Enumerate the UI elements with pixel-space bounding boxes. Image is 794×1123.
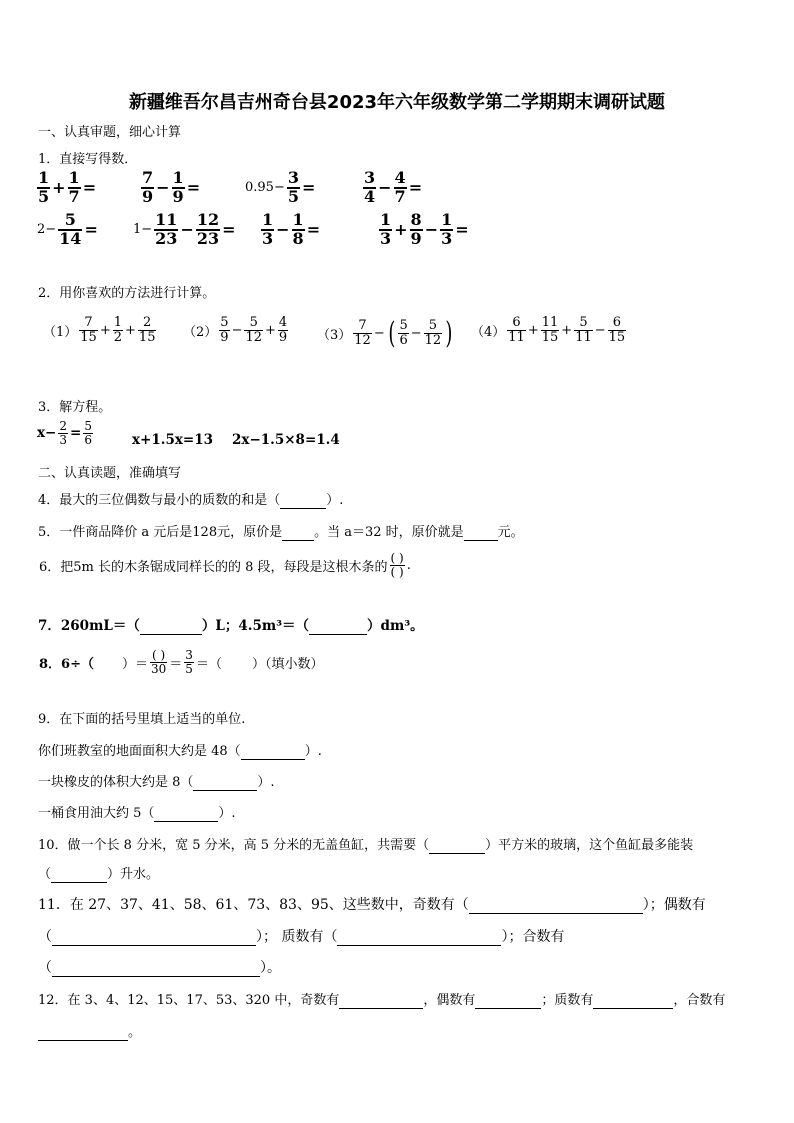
question-9-line-3: 一桶食用油大约 5（ ）. bbox=[38, 806, 236, 821]
question-9-label: 9．在下面的括号里填上适当的单位. bbox=[38, 712, 246, 727]
q2-expression-4: （4） $\frac{6}{11}$ + $\frac{11}{15}$ + $\frac{5}{11}$ − $\frac{6}{15}$ bbox=[471, 315, 626, 345]
answer-blank[interactable] bbox=[593, 993, 673, 1009]
answer-blank[interactable] bbox=[475, 993, 541, 1009]
answer-blank[interactable] bbox=[38, 1025, 128, 1041]
question-11-line-2: （ ）； 质数有（ ）；合数有 bbox=[38, 929, 565, 945]
question-11-line-3: （ ）。 bbox=[38, 960, 281, 976]
answer-blank[interactable] bbox=[52, 960, 260, 977]
question-9-line-1: 你们班教室的地面面积大约是 48（ ）. bbox=[38, 744, 322, 759]
answer-blank[interactable] bbox=[464, 525, 498, 541]
answer-blank[interactable] bbox=[429, 838, 485, 854]
question-12-line-1: 12．在 3、4、12、15、17、53、320 中，奇数有 ，偶数有 ；质数有 ，合数有 bbox=[38, 993, 726, 1008]
q2-expression-1: （1） $\frac{7}{15}$ + $\frac{1}{2}$ + $\frac{2}{15}$ bbox=[43, 315, 156, 345]
q1-item-6: 1− $\frac{11}{23}$ − $\frac{12}{23}$ = bbox=[133, 210, 236, 248]
question-2-label: 2．用你喜欢的方法进行计算。 bbox=[38, 286, 216, 301]
answer-blank[interactable] bbox=[282, 525, 314, 541]
question-8: 8．6÷（ ）＝ $\frac{( )}{30}$ ＝ $\frac{3}{5}$ ＝（ ）（填小数） bbox=[39, 648, 324, 676]
q3-equation-3: 2x−1.5×8=1.4 bbox=[232, 432, 340, 448]
q3-equation-1: x− $\frac{2}{3}$ = $\frac{5}{6}$ bbox=[37, 419, 92, 447]
question-4: 4．最大的三位偶数与最小的质数的和是（ ）. bbox=[38, 493, 344, 508]
q1-item-1: $\frac{1}{5}$ + $\frac{1}{7}$ = bbox=[38, 168, 97, 206]
question-7: 7．260mL＝（ ）L；4.5m³＝（ ）dm³。 bbox=[38, 618, 424, 634]
answer-blank[interactable] bbox=[193, 775, 257, 791]
q1-item-3: 0.95− $\frac{3}{5}$ = bbox=[245, 168, 316, 206]
answer-blank[interactable] bbox=[51, 867, 107, 883]
q1-item-8: $\frac{1}{3}$ + $\frac{8}{9}$ − $\frac{1}{3}$ = bbox=[380, 210, 469, 248]
q1-item-4: $\frac{3}{4}$ − $\frac{4}{7}$ = bbox=[364, 168, 423, 206]
question-5: 5．一件商品降价 a 元后是128元，原价是 。当 a＝32 时，原价就是 元。 bbox=[38, 525, 524, 540]
question-6: 6．把5m 长的木条锯成同样长的的 8 段，每段是这根木条的 $\frac{( )}{( )}$ . bbox=[39, 551, 411, 579]
answer-blank[interactable] bbox=[52, 929, 256, 946]
answer-blank[interactable] bbox=[469, 897, 643, 914]
answer-blank[interactable] bbox=[140, 618, 202, 635]
q2-expression-3: （3） $\frac{7}{12}$ − ( $\frac{5}{6}$ − $\frac{5}{12}$ ) bbox=[317, 316, 453, 351]
question-1-label: 1．直接写得数． bbox=[38, 152, 138, 167]
answer-blank[interactable] bbox=[241, 744, 305, 760]
q2-expression-2: （2） $\frac{5}{9}$ − $\frac{5}{12}$ + $\frac{4}{9}$ bbox=[183, 315, 288, 345]
question-3-label: 3．解方程。 bbox=[38, 400, 112, 415]
answer-blank[interactable] bbox=[309, 618, 367, 635]
question-10-line-2: （ ）升水。 bbox=[38, 867, 160, 882]
answer-blank[interactable] bbox=[339, 993, 423, 1009]
page-title: 新疆维吾尔昌吉州奇台县2023年六年级数学第二学期期末调研试题 bbox=[128, 92, 666, 113]
question-10-line-1: 10．做一个长 8 分米，宽 5 分米，高 5 分米的无盖鱼缸，共需要（ ）平方米的玻璃，这个鱼缸最多能装 bbox=[38, 838, 694, 853]
answer-blank[interactable] bbox=[280, 493, 326, 509]
answer-blank[interactable] bbox=[154, 806, 218, 822]
answer-blank[interactable] bbox=[337, 929, 501, 946]
question-9-line-2: 一块橡皮的体积大约是 8（ ）. bbox=[38, 775, 275, 790]
section-heading-2: 二、认真读题，准确填写 bbox=[38, 466, 182, 481]
question-11-line-1: 11．在 27、37、41、58、61、73、83、95、这些数中，奇数有（ ）；偶数有 bbox=[38, 897, 706, 913]
q1-item-7: $\frac{1}{3}$ − $\frac{1}{8}$ = bbox=[262, 210, 321, 248]
q1-item-2: $\frac{7}{9}$ − $\frac{1}{9}$ = bbox=[142, 168, 201, 206]
q3-equation-2: x+1.5x=13 bbox=[132, 432, 213, 448]
q1-item-5: 2− $\frac{5}{14}$ = bbox=[37, 210, 98, 248]
section-heading-1: 一、认真审题，细心计算 bbox=[38, 125, 182, 140]
question-12-line-2: 。 bbox=[38, 1021, 141, 1041]
